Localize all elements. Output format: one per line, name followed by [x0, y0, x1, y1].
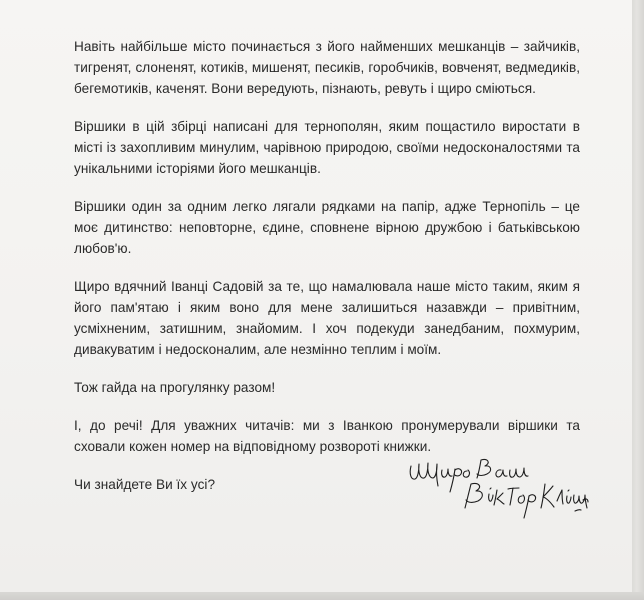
paragraph-7: Чи знайдете Ви їх усі? [74, 477, 216, 492]
foreword-text [74, 36, 580, 512]
paragraph-5: Тож гайда на прогулянку разом! [74, 380, 276, 395]
paragraph-6: І, до речі! Для уважних читачів: ми з Іванкою пронумерували віршики та сховали кожен номер на відповідному розвороті книжки. [74, 418, 580, 454]
paragraph-4: Щиро вдячний Іванці Садовій за те, що намалювала наше місто таким, яким я його пам'ятаю і яким воно для мене залишиться назавжди – привітним, усміхненим, затишним, знайомим. І хоч подекуди занедбаним, похмурим, дивакуватим і недосконалим, але незмінно теплим і моїм. [74, 279, 580, 357]
handwritten-signature [405, 452, 590, 524]
paragraph-1: Навіть найбільше місто починається з його найменших мешканців – зайчиків, тигренят, слоненят, котиків, мишенят, песиків, горобчиків, вовченят, ведмедиків, бегемотиків, каченят. Вони вередують, пізнають, ревуть і щиро сміються. [74, 39, 580, 96]
page-edge-bottom [0, 592, 644, 600]
paragraph-2: Віршики в цій збірці написані для тернополян, яким пощастило виростати в місті із захопливим минулим, чарівною природою, своїми недосконалостями та унікальними історіями його мешканців. [74, 119, 580, 176]
paragraph-3: Віршики один за одним легко лягали рядками на папір, адже Тернопіль – це моє дитинство: неповторне, єдине, сповнене вірною дружбою і батьківською любов'ю. [74, 199, 580, 256]
page-edge-right [632, 0, 644, 600]
